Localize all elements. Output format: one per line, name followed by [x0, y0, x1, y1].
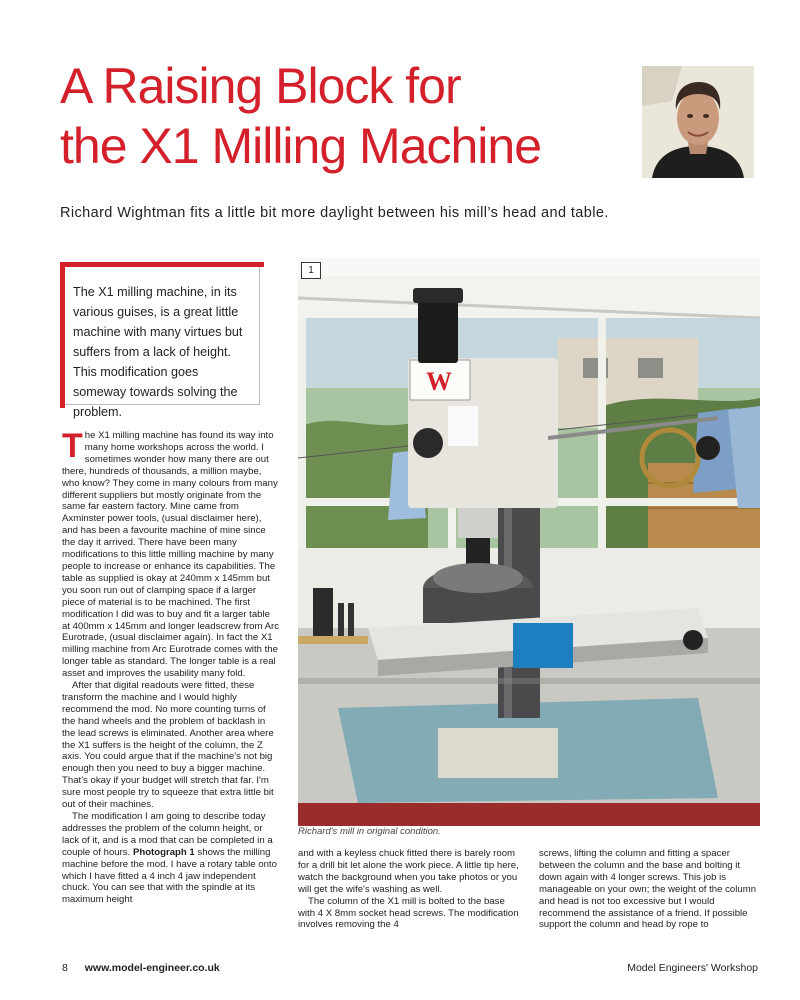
drop-cap: T	[62, 427, 83, 465]
figure-caption: Richard's mill in original condition.	[298, 826, 441, 837]
title-line-1: A Raising Block for	[60, 58, 461, 114]
magazine-name: Model Engineers' Workshop	[627, 962, 758, 974]
body-paragraph: screws, lifting the column and fitting a spacer between the column and the base and bolting it down again with 4 longer screws. This job is manageable on your own; the weight of the column and head is not too excessive but I would recommend the assistance of a friend. If possible support the column and head by rope to	[539, 848, 757, 931]
body-column-1	[62, 427, 280, 906]
pullout-quote	[60, 262, 264, 419]
paragraph-text: shows the milling machine before the mod. I have a rotary table onto which I have fitted a 4 inch 4 jaw independent chuck. You can see that with the spindle at its maximum height	[62, 846, 277, 906]
pullout-text: The X1 milling machine, in its various guises, is a great little machine with many virtues but suffers from a lack of height. This modification goes someway towards solving the problem.	[65, 267, 260, 405]
author-photo	[642, 66, 754, 178]
figure-photo	[298, 258, 760, 826]
figure-number: 1	[301, 262, 321, 279]
body-paragraph: and with a keyless chuck fitted there is barely room for a drill bit let alone the work piece. A little tip here, watch the background when you take photos or you will get the wife's washing as well.	[298, 848, 519, 895]
page-number: 8	[62, 962, 68, 974]
photo-reference: Photograph 1	[132, 846, 195, 858]
machine-badge: W	[426, 367, 452, 396]
paragraph-text: The modification I am going to describe today addresses the problem of the column height, or lack of it, and is a mod that can be completed in a couple of hours.	[62, 811, 273, 858]
standfirst: Richard Wightman fits a little bit more daylight between his mill’s head and table.	[60, 205, 609, 221]
body-paragraph: After that digital readouts were fitted, these transform the machine and I would highly recommend the mod. No more counting turns of the hand wheels and the problem of backlash in the lead screws is eliminated. Another area where the X1 suffers is the height of the column, the Z axis. You could argue that if the machine's not big enough then you need to buy a bigger machine. That's okay if your budget will stretch that far. I'm sure most people try to squeeze that extra little bit out of their machines.	[62, 680, 274, 811]
paragraph-text: he X1 milling machine has found its way into many home workshops across the world. I sometimes wonder how many there are out there, hundreds of thousands, a million maybe, who know? They come in many colours from many different suppliers but mostly originate from the same far eastern factory. Mine came from Axminster power tools, (usual disclaimer here), and has been a favourite machine of mine since the day it arrived. There have been many modifications to this little milling machine by many people to increase or enhance its capabilities. The table as supplied is okay at 240mm x 145mm but you soon run out of clamping space if a larger piece of material is to be machined. The first modification I did was to buy and fit a larger table at 400mm x 145mm and longer leadscrew from Arc Eurotrade, (usual disclaimer again). In fact the X1 milling machine from Arc Eurotrade comes with the longer table as standard. The longer table is a real asset and improves the usability many fold.	[62, 430, 280, 680]
body-column-2	[298, 848, 520, 931]
footer-left	[62, 962, 220, 974]
body-paragraph	[62, 427, 280, 680]
body-paragraph: The column of the X1 mill is bolted to the base with 4 X 8mm socket head screws. The modification involves removing the 4	[298, 895, 519, 931]
body-paragraph	[62, 811, 280, 906]
website-url: www.model-engineer.co.uk	[84, 962, 220, 974]
article-title	[60, 56, 630, 176]
title-line-2: the X1 Milling Machine	[60, 118, 542, 174]
body-column-3	[539, 848, 761, 931]
